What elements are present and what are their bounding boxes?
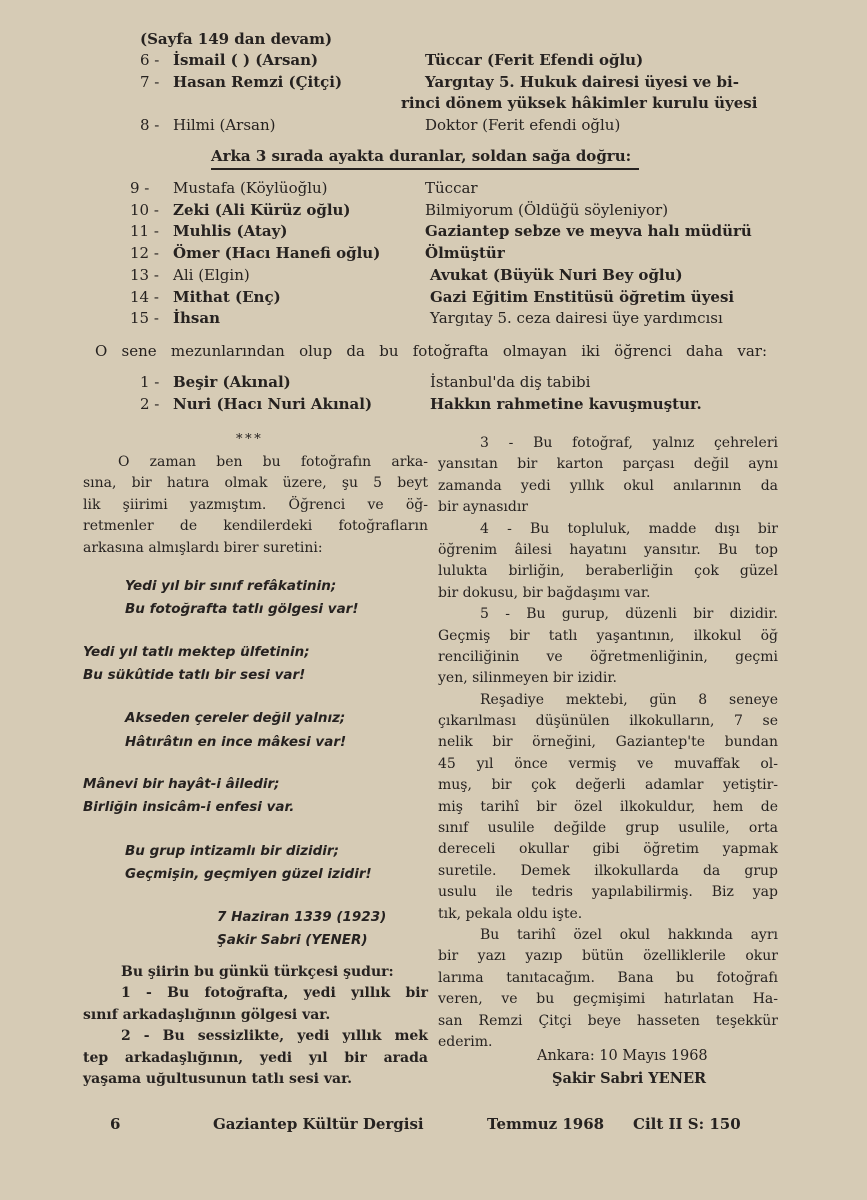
poem-author: Şakir Sabri (YENER) xyxy=(217,932,368,948)
left-intro xyxy=(83,452,428,559)
text-line: san Remzi Çitçi beye hasseten teşekkür xyxy=(438,1012,778,1029)
text-line: O zaman ben bu fotoğrafın arka- xyxy=(118,454,428,470)
text-line: 2 - Bu sessizlikte, yedi yıllık mek xyxy=(121,1028,428,1045)
row-name: Ali (Elgin) xyxy=(173,266,250,284)
text-line: yaşama uğultusunun tatlı sesi var. xyxy=(83,1070,353,1087)
section-heading: Arka 3 sırada ayakta duranlar, soldan sağa doğru: xyxy=(211,147,632,165)
row-number: 9 - xyxy=(130,179,150,197)
text-line: miş tarihî bir özel ilkokuldur, hem de xyxy=(438,798,778,815)
poem-line: Hâtırâtın en ince mâkesi var! xyxy=(125,734,347,750)
text-line: 5 - Bu gurup, düzenli bir dizidir. xyxy=(480,606,778,623)
footer-journal: Gaziantep Kültür Dergisi xyxy=(213,1115,424,1133)
row-number: 11 - xyxy=(130,222,159,240)
heading-underline xyxy=(211,168,639,170)
signoff-name: Şakir Sabri YENER xyxy=(552,1070,707,1087)
text-line: renciliğinin ve öğretmenliğinin, geçmi xyxy=(438,648,778,665)
left-outro xyxy=(83,962,428,1090)
poem-line: Bu fotoğrafta tatlı gölgesi var! xyxy=(125,601,359,617)
text-line: nelik bir örneğini, Gaziantep'te bundan xyxy=(438,734,778,751)
row-number: 14 - xyxy=(130,288,159,306)
poem-line: Bu sükûtide tatlı bir sesi var! xyxy=(83,667,306,683)
text-line: muş, bir çok değerli adamlar yetiştir- xyxy=(438,777,778,794)
row-name: Hasan Remzi (Çitçi) xyxy=(173,73,343,91)
row-description: İstanbul'da diş tabibi xyxy=(430,373,591,391)
text-line: retmenler de kendilerdeki fotoğrafların xyxy=(83,518,428,535)
row-description: Ölmüştür xyxy=(425,244,505,262)
row-number: 8 - xyxy=(140,116,160,134)
row-number: 7 - xyxy=(140,73,160,91)
row-name: Nuri (Hacı Nuri Akınal) xyxy=(173,395,373,413)
row-name: İhsan xyxy=(173,309,220,327)
signoff-place-date: Ankara: 10 Mayıs 1968 xyxy=(537,1048,708,1064)
text-line: Reşadiye mektebi, gün 8 seneye xyxy=(480,691,778,708)
row-name: Mithat (Enç) xyxy=(173,288,281,306)
text-line: larıma tanıtacağım. Bana bu fotoğrafı xyxy=(438,969,778,986)
footer-page-number: 6 xyxy=(110,1115,121,1133)
row-number: 13 - xyxy=(130,266,159,284)
row-number: 6 - xyxy=(140,51,160,69)
text-line: bir yazı yazıp bütün özelliklerile okur xyxy=(438,948,778,965)
row-description: Hakkın rahmetine kavuşmuştur. xyxy=(430,395,702,413)
row-number: 12 - xyxy=(130,244,159,262)
row-name: Mustafa (Köylüoğlu) xyxy=(173,179,328,197)
text-line: veren, ve bu geçmişimi hatırlatan Ha- xyxy=(438,991,778,1008)
right-column xyxy=(438,433,778,1053)
row-name: İsmail ( ) (Arsan) xyxy=(173,51,319,69)
row-name: Beşir (Akınal) xyxy=(173,373,291,391)
text-line: sınıf usulile değilde grup usulile, orta xyxy=(438,820,778,837)
absent-heading: O sene mezunlarından olup da bu fotoğrafta olmayan iki öğrenci daha var: xyxy=(95,342,767,360)
text-line: suretile. Demek ilkokullarda da grup xyxy=(438,862,778,879)
text-line: arkasına almışlardı birer suretini: xyxy=(83,539,323,556)
text-line: çıkarılması düşünülen ilkokulların, 7 se xyxy=(438,713,778,730)
poem-line: Geçmişin, geçmiyen güzel izidir! xyxy=(125,866,372,882)
row-name: Hilmi (Arsan) xyxy=(173,116,276,134)
row-description: Yargıtay 5. Hukuk dairesi üyesi ve bi- xyxy=(425,73,739,91)
text-line: lulukta birliğin, beraberliğin çok güzel xyxy=(438,563,778,580)
poem-line: Yedi yıl tatlı mektep ülfetinin; xyxy=(83,644,310,660)
row-description: Avukat (Büyük Nuri Bey oğlu) xyxy=(430,266,683,284)
text-line: yen, silinmeyen bir izidir. xyxy=(438,670,617,687)
text-line: ederim. xyxy=(438,1033,493,1050)
row-number: 1 - xyxy=(140,373,160,391)
text-line: Geçmiş bir tatlı yaşantının, ilkokul öğ xyxy=(438,627,778,644)
poem-date: 7 Haziran 1339 (1923) xyxy=(217,909,387,925)
row-number: 15 - xyxy=(130,309,159,327)
text-line: 45 yıl önce vermiş ve muvaffak ol- xyxy=(438,755,778,772)
row-number: 10 - xyxy=(130,201,159,219)
row-description: Bilmiyorum (Öldüğü söyleniyor) xyxy=(425,201,669,219)
poem-line: Birliğin insicâm-i enfesi var. xyxy=(83,799,295,815)
text-line: tık, pekala oldu işte. xyxy=(438,905,583,922)
text-line: dereceli okullar gibi öğretim yapmak xyxy=(438,841,778,858)
text-line: sına, bir hatıra olmak üzere, şu 5 beyt xyxy=(83,475,428,492)
text-line: sınıf arkadaşlığının gölgesi var. xyxy=(83,1006,331,1023)
text-line: öğrenim âilesi hayatını yansıtır. Bu top xyxy=(438,541,778,558)
asterism: * * * xyxy=(236,432,261,447)
poem-line: Mânevi bir hayât-i âiledir; xyxy=(83,776,280,792)
poem-line: Akseden çereler değil yalnız; xyxy=(125,710,346,726)
text-line: zamanda yedi yıllık okul anılarının da xyxy=(438,477,778,494)
text-line: usulu ile tedris yapılabilirmiş. Biz yap xyxy=(438,884,778,901)
row-description: Tüccar (Ferit Efendi oğlu) xyxy=(425,51,644,69)
row-description: Doktor (Ferit efendi oğlu) xyxy=(425,116,621,134)
row-description: Yargıtay 5. ceza dairesi üye yardımcısı xyxy=(430,309,723,327)
row-name: Muhlis (Atay) xyxy=(173,222,288,240)
text-line: yansıtan bir karton parçası değil aynı xyxy=(438,456,778,473)
row-description: Gazi Eğitim Enstitüsü öğretim üyesi xyxy=(430,288,735,306)
row-number: 2 - xyxy=(140,395,160,413)
row-description: Gaziantep sebze ve meyva halı müdürü xyxy=(425,222,752,240)
footer-volume: Cilt II S: 150 xyxy=(633,1115,741,1133)
row-name: Zeki (Ali Kürüz oğlu) xyxy=(173,201,351,219)
continued-note: (Sayfa 149 dan devam) xyxy=(140,30,333,48)
text-line: bir aynasıdır xyxy=(438,499,528,516)
row-name: Ömer (Hacı Hanefi oğlu) xyxy=(173,244,381,262)
text-line: Bu şiirin bu günkü türkçesi şudur: xyxy=(121,964,394,980)
row-description: rinci dönem yüksek hâkimler kurulu üyesi xyxy=(401,94,758,112)
text-line: lik şiirimi yazmıştım. Öğrenci ve öğ- xyxy=(83,496,428,513)
text-line: 1 - Bu fotoğrafta, yedi yıllık bir xyxy=(121,985,428,1002)
footer-date: Temmuz 1968 xyxy=(487,1115,605,1133)
text-line: 4 - Bu topluluk, madde dışı bir xyxy=(480,520,778,537)
text-line: tep arkadaşlığının, yedi yıl bir arada xyxy=(83,1049,428,1066)
text-line: bir dokusu, bir bağdaşımı var. xyxy=(438,584,651,601)
row-description: Tüccar xyxy=(425,179,478,197)
text-line: 3 - Bu fotoğraf, yalnız çehreleri xyxy=(480,435,778,451)
text-line: Bu tarihî özel okul hakkında ayrı xyxy=(480,926,778,943)
poem-line: Bu grup intizamlı bir dizidir; xyxy=(125,843,339,859)
poem-line: Yedi yıl bir sınıf refâkatinin; xyxy=(125,578,337,594)
